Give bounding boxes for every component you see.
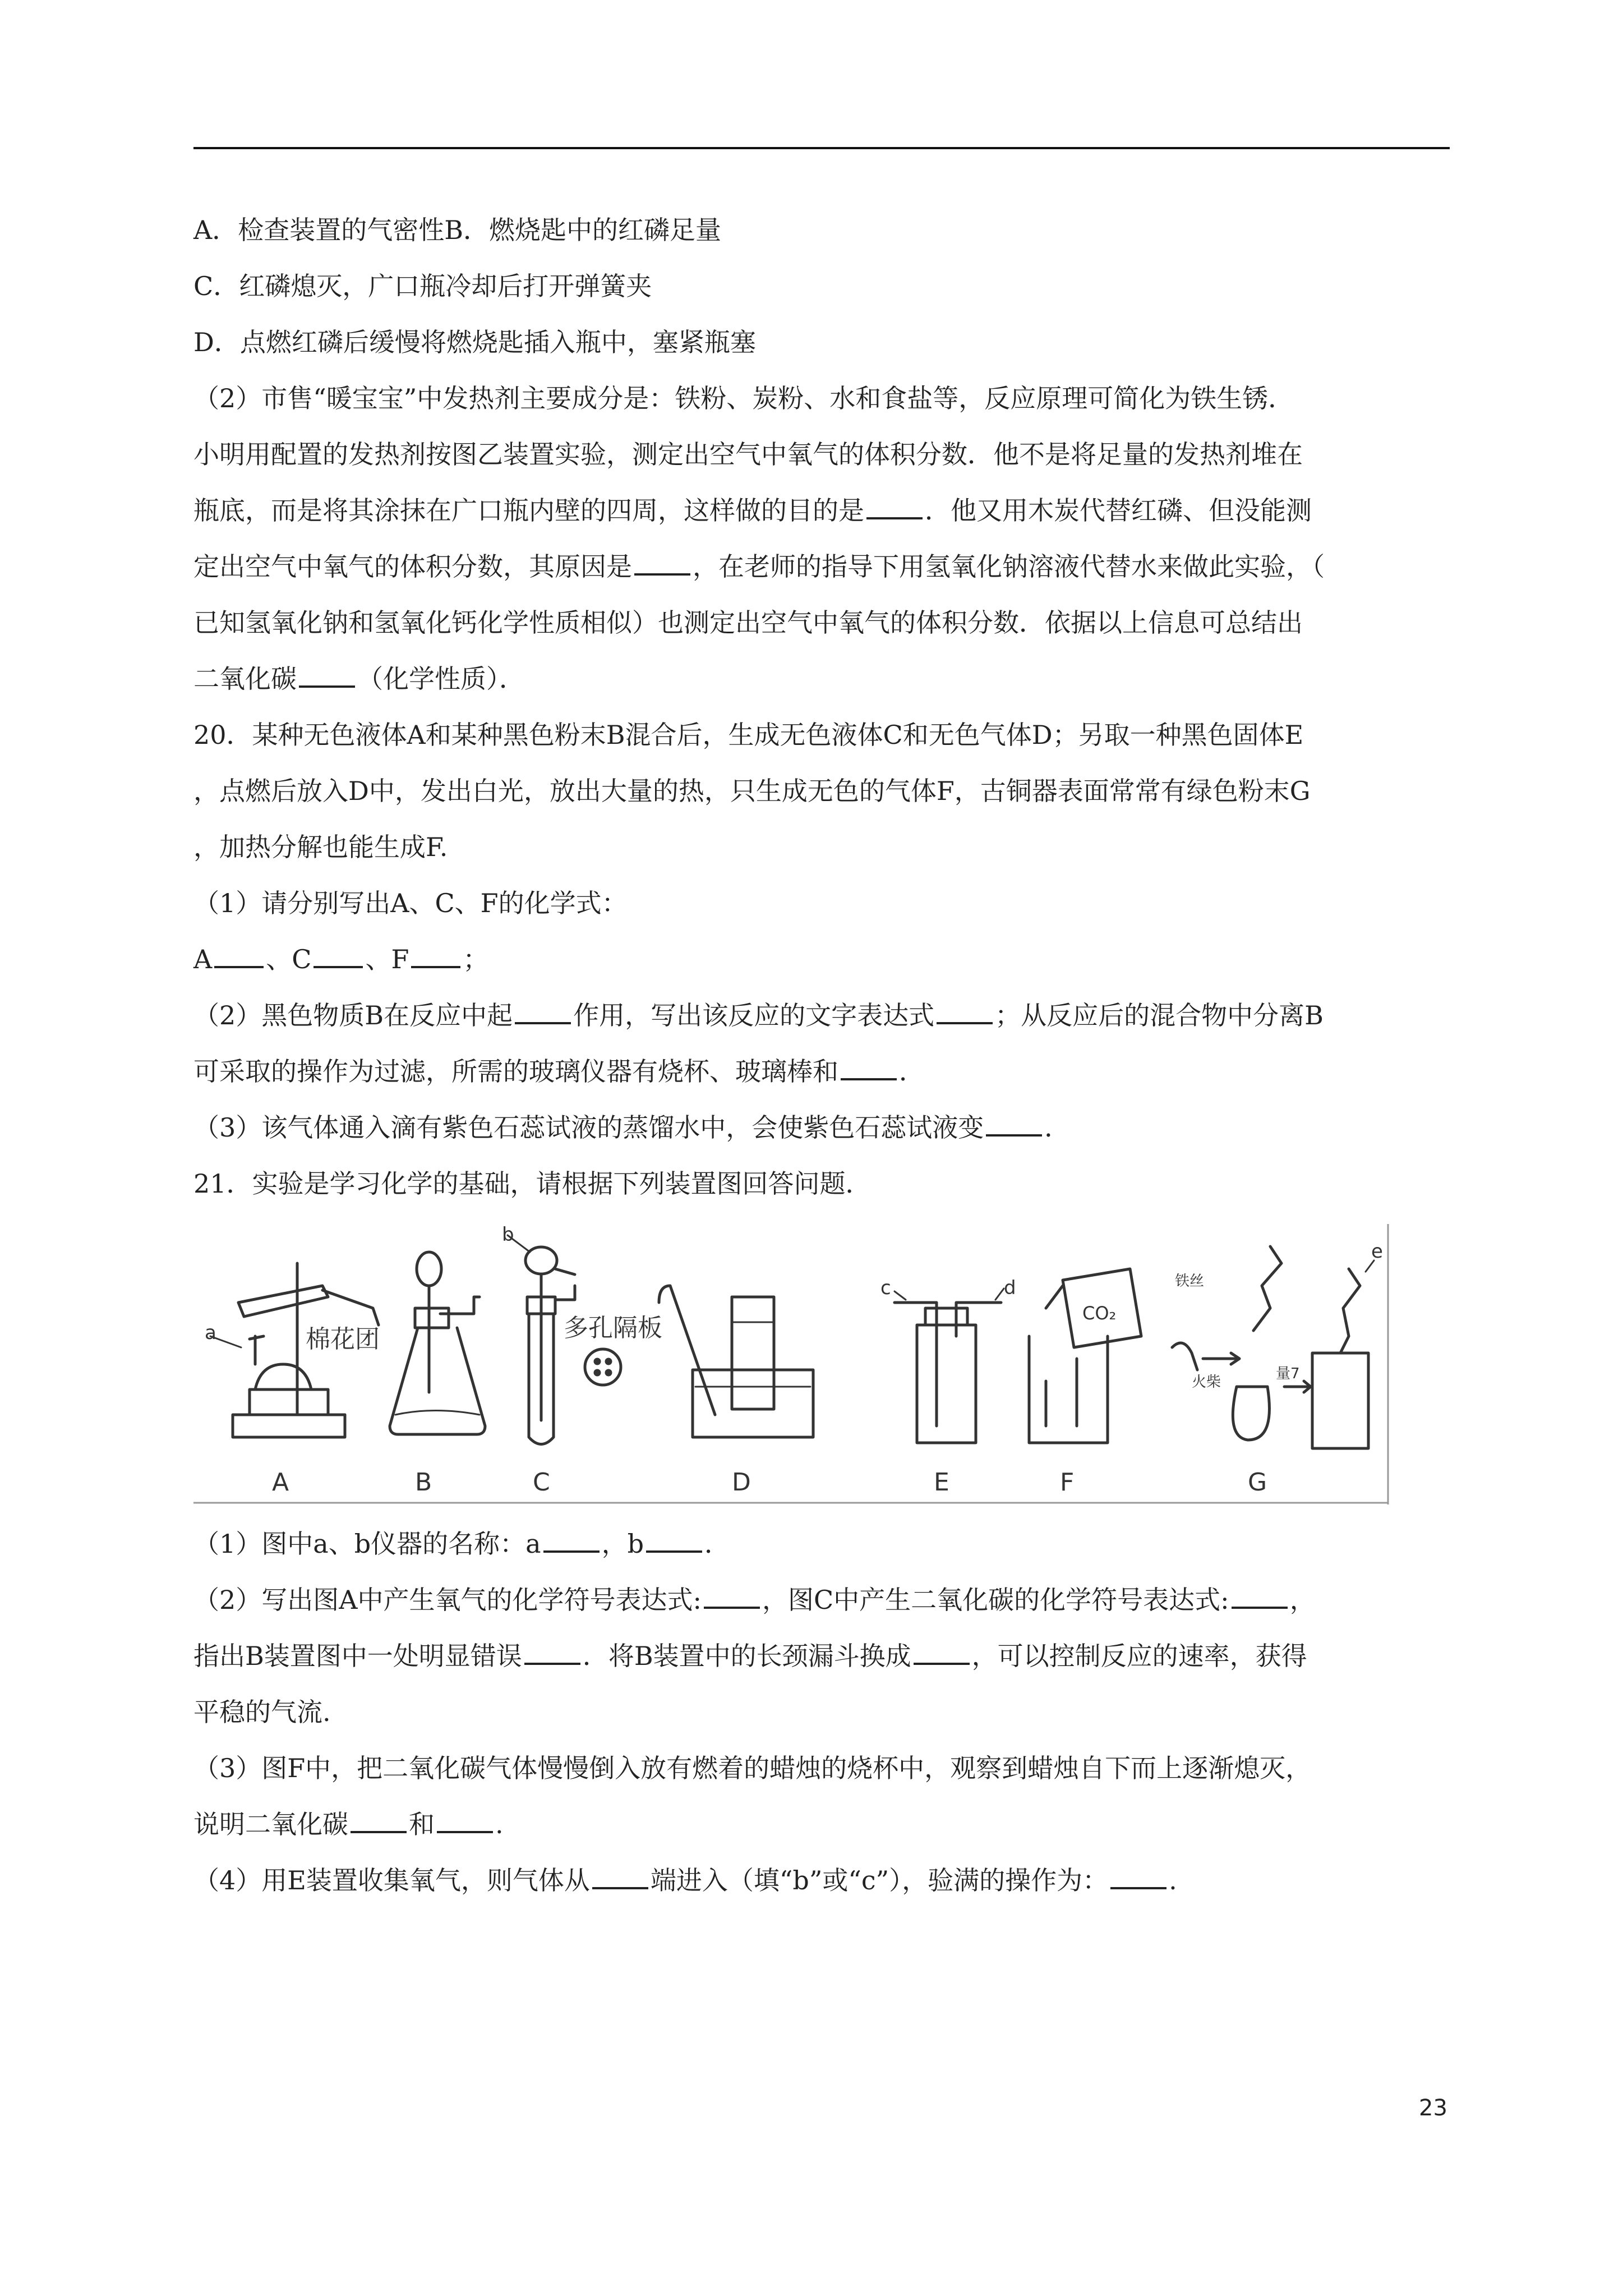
q20-stem-line1: 20．某种无色液体A和某种黑色粉末B混合后，生成无色液体C和无色气体D；另取一种黑色固体E [193,720,1304,750]
q20-part2-line2: 可采取的操作为过滤，所需的玻璃仪器有烧杯、玻璃棒和 ． [193,1056,925,1087]
label-porous-plate: 多孔隔板 [564,1314,662,1342]
answer-blank[interactable] [1232,1584,1288,1609]
q19-part2-line2: 小明用配置的发热剂按图乙装置实验，测定出空气中氧气的体积分数．他不是将足量的发热剂堆在 [193,439,1303,470]
label-c-annotation: c [880,1277,891,1299]
q20-part1: （1）请分别写出A、C、F的化学式： [193,888,628,918]
answer-blank[interactable] [524,1640,580,1665]
answer-blank[interactable] [841,1056,897,1080]
answer-blank[interactable] [646,1528,702,1553]
apparatus-d [659,1286,813,1437]
figure-label-b: B [415,1468,432,1497]
answer-blank[interactable] [592,1865,648,1889]
figure-label-a: A [272,1468,289,1497]
answer-blank[interactable] [214,944,264,968]
option-a-b: A．检查装置的气密性B．燃烧匙中的红磷足量 [193,215,722,245]
apparatus-figure [193,1224,1394,1504]
page-number: 23 [1419,2095,1447,2121]
answer-blank[interactable] [313,944,363,968]
option-d: D．点燃红磷后缓慢将燃烧匙插入瓶中，塞紧瓶塞 [193,327,756,357]
label-d-annotation: d [1004,1277,1016,1299]
answer-blank[interactable] [866,495,923,519]
option-c: C．红磷熄灭，广口瓶冷却后打开弹簧夹 [193,271,652,301]
label-match: 火柴 [1192,1374,1221,1391]
answer-blank[interactable] [543,1528,600,1553]
apparatus-f [1029,1269,1141,1443]
q21-part2-line3: 平稳的气流. [193,1697,331,1727]
q21-part1: （1）图中a、b仪器的名称：a ，b ． [193,1529,731,1559]
q20-stem-line2: ，点燃后放入D中，发出白光，放出大量的热，只生成无色的气体F，古铜器表面常常有绿色粉末G [193,776,1311,806]
figure-label-e: E [934,1468,949,1497]
answer-blank[interactable] [299,663,355,688]
q20-part1-blanks: A 、C 、F ； [193,944,489,974]
q20-part2-line1: （2）黑色物质B在反应中起 作用，写出该反应的文字表达式 ；从反应后的混合物中分离B [193,1000,1324,1030]
q20-stem-line3: ，加热分解也能生成F. [193,832,448,862]
q21-part3-line2: 说明二氧化碳 和 . [193,1809,504,1839]
label-mark-g: 量7 [1276,1365,1300,1382]
answer-blank[interactable] [704,1584,760,1609]
label-b-annotation: b [502,1224,514,1246]
q19-part2-line3: 瓶底，而是将其涂抹在广口瓶内壁的四周，这样做的目的是 ．他又用木炭代替红磷、但没能测 [193,495,1312,526]
q21-part4: （4）用E装置收集氧气，则气体从 端进入（填“b”或“c”），验满的操作为： . [193,1865,1177,1895]
answer-blank[interactable] [351,1809,407,1833]
page-content [193,202,1450,1908]
apparatus-b [390,1252,485,1434]
q20-part3: （3）该气体通入滴有紫色石蕊试液的蒸馏水中，会使紫色石蕊试液变 ． [193,1112,1071,1143]
label-e-annotation: e [1371,1240,1383,1263]
figure-label-c: C [533,1468,550,1497]
label-cotton: 棉花团 [306,1325,380,1354]
q21-part2-line2: 指出B装置图中一处明显错误 ．将B装置中的长颈漏斗换成 ，可以控制反应的速率，获得 [193,1641,1307,1671]
answer-blank[interactable] [986,1112,1042,1137]
answer-blank[interactable] [437,1809,493,1833]
answer-blank[interactable] [937,1000,993,1024]
answer-blank[interactable] [411,944,460,968]
q19-part2-line6: 二氧化碳 （化学性质）． [193,664,525,694]
figure-label-f: F [1060,1468,1075,1497]
figure-label-g: G [1248,1468,1267,1497]
q19-part2-line5: 已知氢氧化钠和氢氧化钙化学性质相似）也测定出空气中氧气的体积分数．依据以上信息可总结出 [193,608,1303,638]
answer-blank[interactable] [1110,1865,1166,1889]
label-co2: CO₂ [1082,1303,1117,1324]
label-iron-wire: 铁丝 [1175,1273,1205,1290]
label-a-annotation: a [205,1322,216,1344]
q21-part2-line1: （2）写出图A中产生氧气的化学符号表达式: ，图C中产生二氧化碳的化学符号表达式: ， [193,1585,1316,1615]
answer-blank[interactable] [634,551,690,576]
apparatus-diagram [193,1224,1394,1504]
q19-part2-line4: 定出空气中氧气的体积分数，其原因是 ，在老师的指导下用氢氧化钠溶液代替水来做此实验，（ [193,551,1325,582]
apparatus-e [895,1289,1004,1443]
q21-stem: 21．实验是学习化学的基础，请根据下列装置图回答问题． [193,1168,872,1199]
figure-label-d: D [732,1468,751,1497]
header-rule [193,147,1450,149]
answer-blank[interactable] [515,1000,571,1024]
q21-part3-line1: （3）图F中，把二氧化碳气体慢慢倒入放有燃着的蜡烛的烧杯中，观察到蜡烛自下而上逐渐熄灭， [193,1753,1312,1783]
q19-part2-line1: （2）市售“暖宝宝”中发热剂主要成分是：铁粉、炭粉、水和食盐等，反应原理可简化为铁生锈． [193,383,1294,413]
answer-blank[interactable] [914,1640,970,1665]
